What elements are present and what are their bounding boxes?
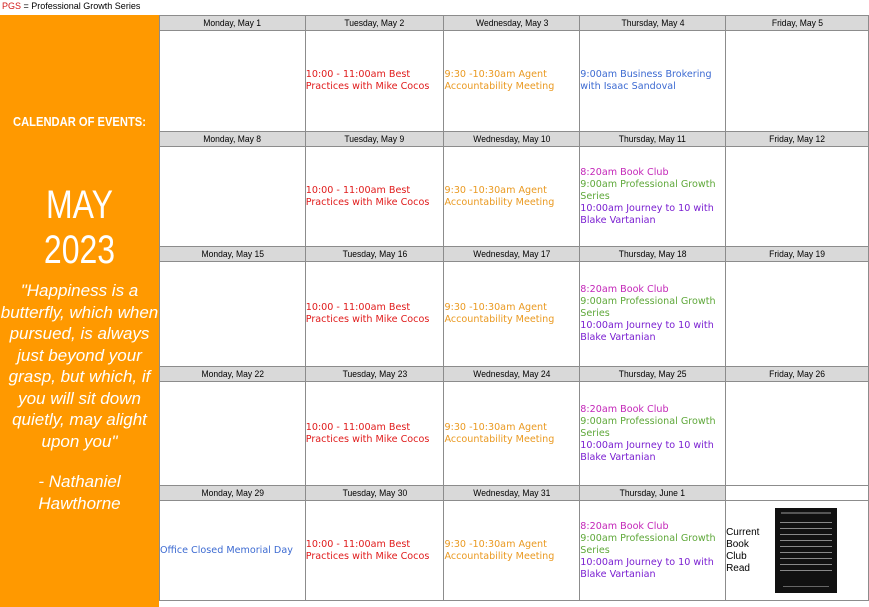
day-header: Tuesday, May 9 bbox=[305, 132, 444, 147]
day-cell bbox=[444, 147, 580, 247]
day-header: Wednesday, May 10 bbox=[444, 132, 580, 147]
event-book-club: 8:20am Book Club bbox=[580, 166, 669, 178]
day-cell bbox=[160, 382, 306, 486]
day-cell bbox=[444, 31, 580, 132]
event-best-practices: 10:00 - 11:00am Best Practices with Mike Cocos bbox=[305, 69, 430, 92]
day-header: Friday, May 12 bbox=[726, 132, 869, 147]
legend-text: = Professional Growth Series bbox=[21, 1, 141, 11]
day-cell bbox=[580, 501, 726, 601]
event-journey: 10:00am Journey to 10 with Blake Vartanian bbox=[580, 439, 714, 463]
day-cell bbox=[305, 262, 444, 367]
event-pgs: 9:00am Professional Growth Series bbox=[580, 532, 716, 556]
event-book-club: 8:20am Book Club bbox=[580, 520, 669, 532]
day-header: Tuesday, May 23 bbox=[305, 367, 444, 382]
week-header-row bbox=[160, 367, 869, 382]
day-header: Wednesday, May 24 bbox=[444, 367, 580, 382]
day-cell bbox=[580, 382, 726, 486]
book-cover-image bbox=[775, 508, 837, 593]
day-header: Thursday, May 4 bbox=[580, 16, 726, 31]
day-cell bbox=[726, 147, 869, 247]
event-business-brokering: 9:00am Business Brokering with Isaac Sandoval bbox=[580, 69, 712, 92]
day-header: Wednesday, May 3 bbox=[444, 16, 580, 31]
day-header: Thursday, May 25 bbox=[580, 367, 726, 382]
day-header: Friday, May 26 bbox=[726, 367, 869, 382]
week-header-row bbox=[160, 486, 869, 501]
event-agent-accountability: 9:30 -10:30am Agent Accountability Meeting bbox=[444, 69, 555, 92]
event-pgs: 9:00am Professional Growth Series bbox=[580, 178, 716, 202]
event-agent-accountability: 9:30 -10:30am Agent Accountability Meeting bbox=[444, 538, 555, 562]
week-header-row bbox=[160, 132, 869, 147]
week-header-row bbox=[160, 16, 869, 31]
event-agent-accountability: 9:30 -10:30am Agent Accountability Meeting bbox=[444, 302, 555, 325]
day-cell bbox=[580, 31, 726, 132]
event-best-practices: 10:00 - 11:00am Best Practices with Mike Cocos bbox=[305, 538, 430, 562]
quote-text: "Happiness is a butterfly, which when pursued, is always just beyond your grasp, but which, if you will sit down quietly, may alight upon you" bbox=[0, 281, 159, 451]
day-header: Thursday, June 1 bbox=[580, 486, 726, 501]
month-title: MAY 2023 bbox=[43, 183, 116, 272]
day-cell bbox=[726, 382, 869, 486]
day-cell bbox=[305, 382, 444, 486]
day-cell bbox=[305, 147, 444, 247]
event-agent-accountability: 9:30 -10:30am Agent Accountability Meeting bbox=[444, 421, 555, 445]
week-row bbox=[160, 262, 869, 367]
event-best-practices: 10:00 - 11:00am Best Practices with Mike Cocos bbox=[305, 302, 430, 325]
quote-author: - Nathaniel Hawthorne bbox=[38, 472, 121, 513]
day-cell bbox=[305, 31, 444, 132]
day-cell bbox=[444, 382, 580, 486]
day-cell bbox=[160, 262, 306, 367]
day-header: Friday, May 5 bbox=[726, 16, 869, 31]
week-row bbox=[160, 147, 869, 247]
legend-abbr: PGS bbox=[2, 1, 22, 11]
event-office-closed: Office Closed Memorial Day bbox=[160, 544, 293, 556]
day-cell bbox=[726, 31, 869, 132]
day-header bbox=[726, 486, 869, 501]
quote-block bbox=[0, 280, 159, 514]
day-cell bbox=[160, 501, 306, 601]
day-header: Tuesday, May 30 bbox=[305, 486, 444, 501]
day-cell bbox=[580, 262, 726, 367]
day-header: Monday, May 8 bbox=[160, 132, 306, 147]
event-book-club: 8:20am Book Club bbox=[580, 284, 669, 295]
sidebar bbox=[0, 15, 159, 607]
day-header: Tuesday, May 2 bbox=[305, 16, 444, 31]
day-cell bbox=[580, 147, 726, 247]
event-book-club: 8:20am Book Club bbox=[580, 403, 669, 415]
event-pgs: 9:00am Professional Growth Series bbox=[580, 296, 716, 319]
day-cell bbox=[444, 501, 580, 601]
book-club-cell bbox=[726, 501, 869, 601]
event-journey: 10:00am Journey to 10 with Blake Vartanian bbox=[580, 556, 714, 580]
calendar-title: CALENDAR OF EVENTS: bbox=[13, 114, 146, 129]
day-header: Tuesday, May 16 bbox=[305, 247, 444, 262]
day-cell bbox=[726, 262, 869, 367]
day-header: Monday, May 22 bbox=[160, 367, 306, 382]
event-journey: 10:00am Journey to 10 with Blake Vartanian bbox=[580, 202, 714, 226]
event-best-practices: 10:00 - 11:00am Best Practices with Mike Cocos bbox=[305, 421, 430, 445]
week-header-row bbox=[160, 247, 869, 262]
book-club-read-label: Current Book Club Read bbox=[726, 526, 760, 574]
event-pgs: 9:00am Professional Growth Series bbox=[580, 415, 716, 439]
day-header: Wednesday, May 31 bbox=[444, 486, 580, 501]
day-cell bbox=[160, 147, 306, 247]
event-journey: 10:00am Journey to 10 with Blake Vartanian bbox=[580, 320, 714, 343]
week-row bbox=[160, 31, 869, 132]
legend bbox=[2, 1, 140, 12]
day-header: Monday, May 29 bbox=[160, 486, 306, 501]
week-row bbox=[160, 382, 869, 486]
day-header: Monday, May 15 bbox=[160, 247, 306, 262]
day-header: Thursday, May 18 bbox=[580, 247, 726, 262]
day-cell bbox=[160, 31, 306, 132]
calendar-grid bbox=[159, 15, 869, 601]
week-row bbox=[160, 501, 869, 601]
day-header: Thursday, May 11 bbox=[580, 132, 726, 147]
day-header: Wednesday, May 17 bbox=[444, 247, 580, 262]
day-header: Friday, May 19 bbox=[726, 247, 869, 262]
day-cell bbox=[305, 501, 444, 601]
day-header: Monday, May 1 bbox=[160, 16, 306, 31]
day-cell bbox=[444, 262, 580, 367]
event-agent-accountability: 9:30 -10:30am Agent Accountability Meeting bbox=[444, 184, 555, 208]
event-best-practices: 10:00 - 11:00am Best Practices with Mike Cocos bbox=[305, 184, 430, 208]
